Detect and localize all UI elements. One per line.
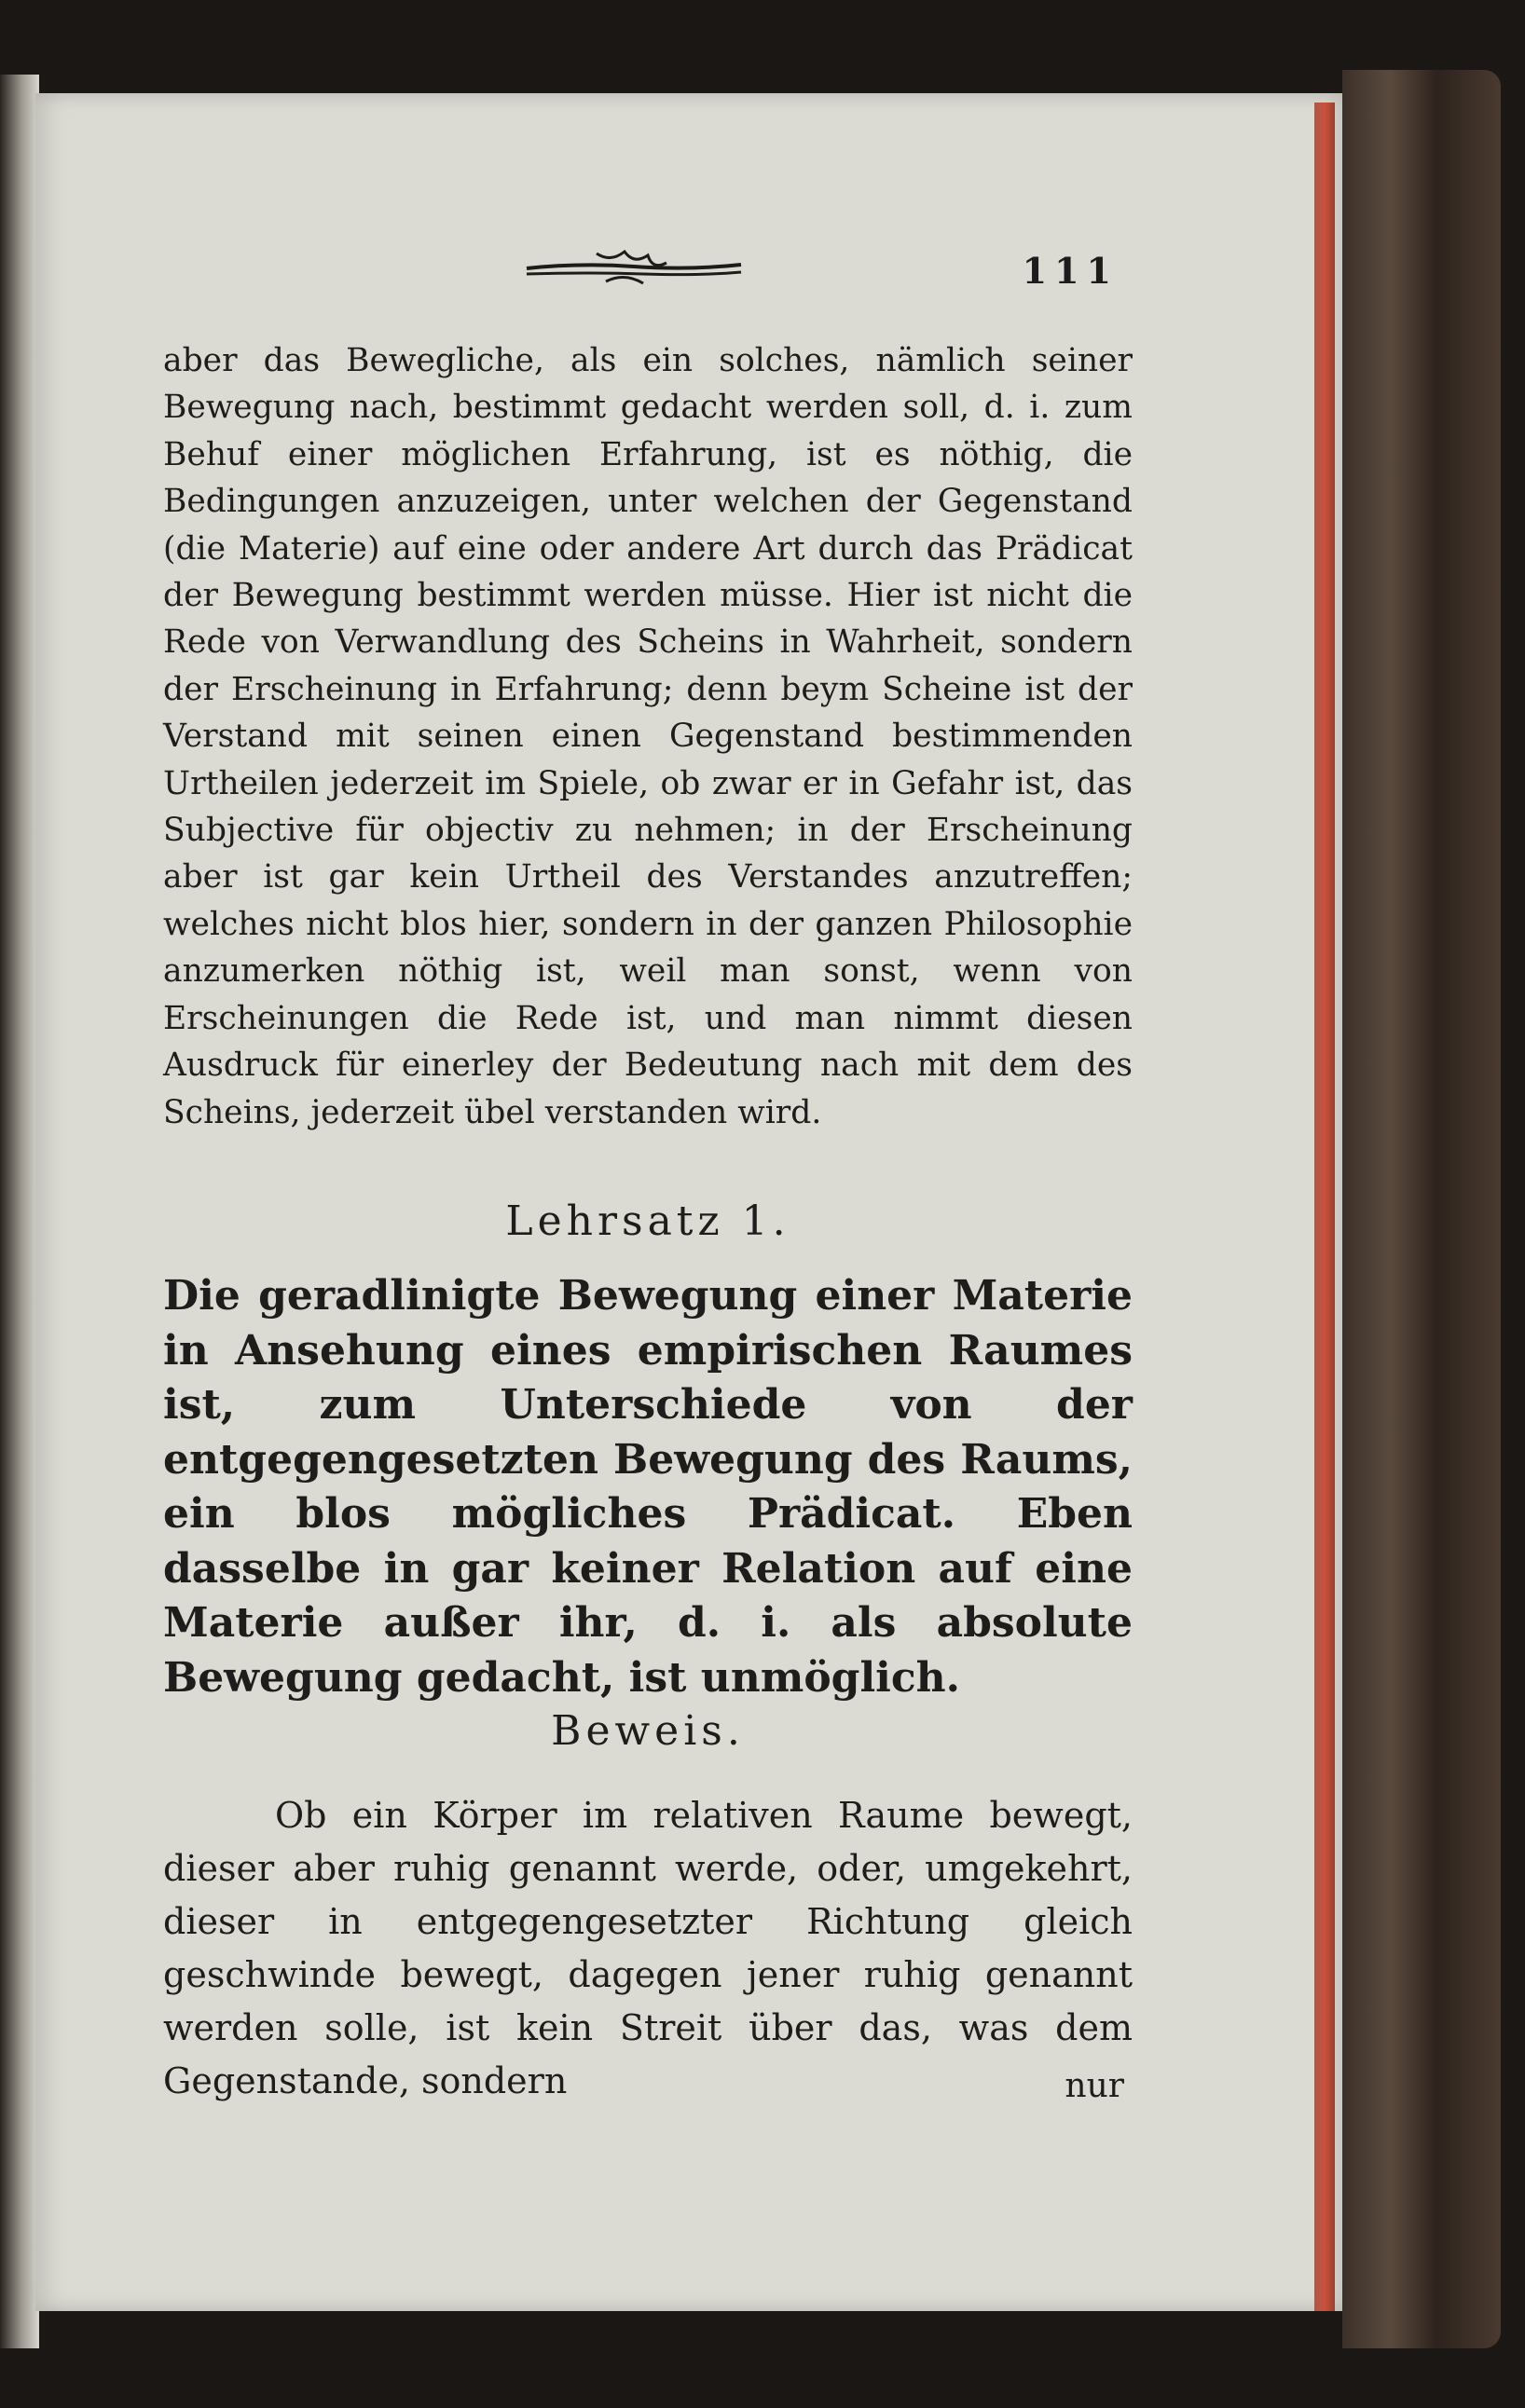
page-number: 111 [1022, 250, 1119, 292]
theorem-heading: Lehrsatz 1. [505, 1197, 790, 1245]
proof-paragraph [163, 1789, 1133, 2108]
proof-heading: Beweis. [551, 1707, 745, 1755]
proof-text: Ob ein Körper im relativen Raume bewegt, dieser aber ruhig genannt werde, oder, umgekehrt, dieser in entgegengesetzter Richtung gleich geschwinde bewegt, dagegen jener ruhig genannt werden solle, ist kein Streit über das, was dem Gegenstande, sondern [163, 1795, 1133, 2101]
ornament-icon [522, 244, 746, 291]
page-red-edge [1314, 103, 1335, 2311]
theorem-text: Die geradlinigte Bewegung einer Materie in Ansehung eines empirischen Raumes ist, zum Unterschiede von der entgegengesetzten Bewegung des Raums, ein blos mögliches Prädicat. Eben dasselbe in gar keiner Relation auf eine Materie außer ihr, d. i. als absolute Bewegung gedacht, ist unmöglich. [163, 1272, 1133, 1702]
catchword: nur [1065, 2067, 1124, 2105]
book-cover [1342, 70, 1501, 2348]
book-left-edge [0, 75, 39, 2348]
page-header [522, 244, 1119, 291]
body-paragraph: aber das Bewegliche, als ein solches, nämlich seiner Bewegung nach, bestimmt gedacht werden soll, d. i. zum Behuf einer möglichen Erfahrung, ist es nöthig, die Bedingungen anzuzeigen, unter welchen der Gegenstand (die Materie) auf eine oder andere Art durch das Prädicat der Bewegung bestimmt werden müsse. Hier ist nicht die Rede von Verwandlung des Scheins in Wahrheit, sondern der Erscheinung in Erfahrung; denn beym Scheine ist der Verstand mit seinen einen Gegenstand bestimmenden Urtheilen jederzeit im Spiele, ob zwar er in Gefahr ist, das Subjective für objectiv zu nehmen; in der Erscheinung aber ist gar kein Urtheil des Verstandes anzutreffen; welches nicht blos hier, sondern in der ganzen Philosophie anzumerken nöthig ist, weil man sonst, wenn von Erscheinungen die Rede ist, und man nimmt diesen Ausdruck für einerley der Bedeutung nach mit dem des Scheins, jederzeit übel verstanden wird. [163, 342, 1133, 1131]
